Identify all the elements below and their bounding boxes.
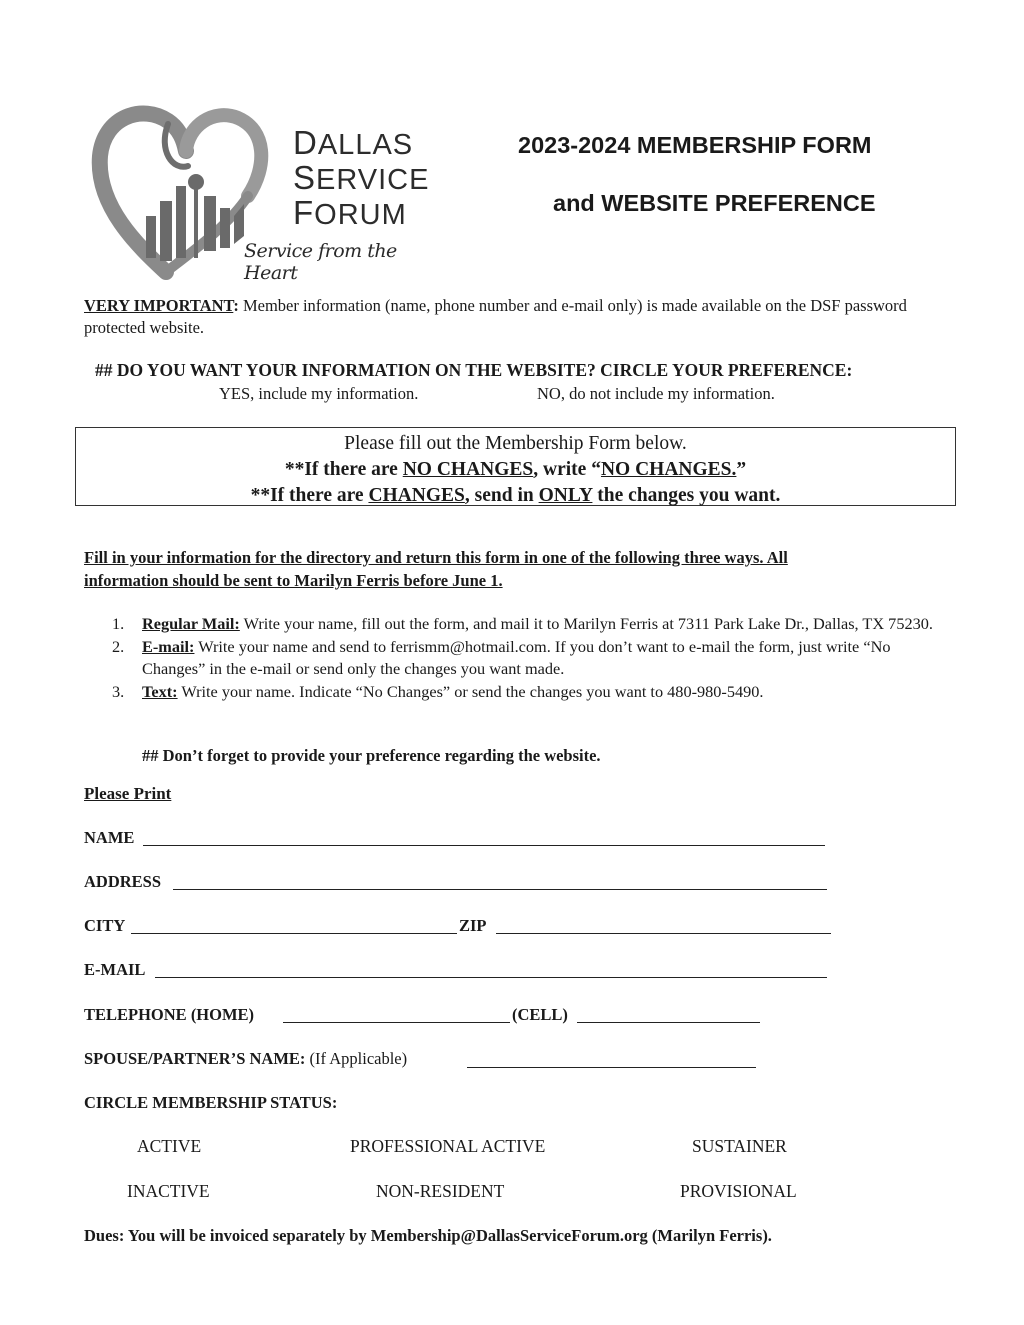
logo-word-dallas: DALLAS bbox=[293, 124, 414, 161]
name-label: NAME bbox=[84, 828, 135, 847]
please-print-heading: Please Print bbox=[84, 784, 172, 803]
spouse-field[interactable] bbox=[467, 1067, 756, 1068]
spouse-label: SPOUSE/PARTNER’S NAME: (If Applicable) bbox=[84, 1049, 408, 1068]
preference-yes-option[interactable]: YES, include my information. bbox=[219, 384, 419, 403]
form-subtitle: and WEBSITE PREFERENCE bbox=[553, 190, 876, 216]
important-notice: VERY IMPORTANT: Member information (name, phone number and e-mail only) is made available on the DSF password protected website. bbox=[84, 296, 907, 337]
zip-field[interactable] bbox=[496, 933, 831, 934]
address-field[interactable] bbox=[173, 889, 827, 890]
status-provisional[interactable]: PROVISIONAL bbox=[680, 1181, 797, 1201]
email-field[interactable] bbox=[155, 977, 827, 978]
notice-line-2: **If there are NO CHANGES, write “NO CHANGES.” bbox=[284, 459, 747, 480]
status-active[interactable]: ACTIVE bbox=[137, 1136, 202, 1156]
important-label: VERY IMPORTANT bbox=[84, 296, 234, 315]
return-methods-list bbox=[84, 613, 954, 703]
method-label: Text: bbox=[142, 681, 178, 701]
dues-note: Dues: You will be invoiced separately by Membership@DallasServiceForum.org (Marilyn Ferris). bbox=[84, 1226, 772, 1245]
telephone-home-field[interactable] bbox=[283, 1022, 510, 1023]
preference-no-option[interactable]: NO, do not include my information. bbox=[537, 384, 775, 403]
address-label: ADDRESS bbox=[84, 872, 162, 891]
notice-line-3: **If there are CHANGES, send in ONLY the changes you want. bbox=[250, 485, 781, 506]
notice-line-1: Please fill out the Membership Form below. bbox=[344, 433, 687, 454]
membership-status-heading: CIRCLE MEMBERSHIP STATUS: bbox=[84, 1093, 338, 1112]
form-title: 2023-2024 MEMBERSHIP FORM bbox=[518, 132, 872, 158]
city-field[interactable] bbox=[131, 933, 457, 934]
email-label: E-MAIL bbox=[84, 960, 146, 979]
logo-word-service: SERVICE bbox=[293, 159, 430, 196]
status-sustainer[interactable]: SUSTAINER bbox=[692, 1136, 787, 1156]
telephone-home-label: TELEPHONE (HOME) bbox=[84, 1005, 255, 1024]
logo-tagline: Service from the Heart bbox=[244, 240, 397, 284]
preference-question: ## DO YOU WANT YOUR INFORMATION ON THE WEBSITE? CIRCLE YOUR PREFERENCE: bbox=[95, 360, 853, 380]
important-text: Member information (name, phone number and e-mail only) is made available on the DSF password protected website. bbox=[84, 296, 907, 337]
logo-word-forum: FORUM bbox=[293, 194, 407, 231]
status-professional-active[interactable]: PROFESSIONAL ACTIVE bbox=[350, 1136, 546, 1156]
status-inactive[interactable]: INACTIVE bbox=[127, 1181, 210, 1201]
list-item: 2. E-mail: Write your name and send to ferrismm@hotmail.com. If you don’t want to e-mail the form, just write “No Changes” in the e-mail or send only the changes you want made. bbox=[112, 636, 891, 678]
logo bbox=[88, 96, 448, 284]
instructions-intro-line-2: information should be sent to Marilyn Ferris before June 1. bbox=[84, 571, 503, 590]
zip-label: ZIP bbox=[459, 916, 487, 935]
method-label: Regular Mail: bbox=[142, 614, 240, 633]
name-field[interactable] bbox=[143, 845, 825, 846]
website-reminder: ## Don’t forget to provide your preference regarding the website. bbox=[142, 746, 601, 765]
method-label: E-mail: bbox=[142, 636, 195, 656]
city-label: CITY bbox=[84, 916, 126, 935]
status-non-resident[interactable]: NON-RESIDENT bbox=[376, 1181, 505, 1201]
cell-field[interactable] bbox=[577, 1022, 760, 1023]
list-item: 3. Text: Write your name. Indicate “No Changes” or send the changes you want to 480-980-5490. bbox=[112, 681, 764, 701]
notice-box bbox=[75, 427, 956, 506]
instructions-intro-line-1: Fill in your information for the directory and return this form in one of the following three ways. All bbox=[84, 548, 788, 567]
cell-label: (CELL) bbox=[512, 1005, 568, 1024]
list-item: 1. Regular Mail: Write your name, fill out the form, and mail it to Marilyn Ferris at 7311 Park Lake Dr., Dallas, TX 75230. bbox=[112, 614, 933, 633]
